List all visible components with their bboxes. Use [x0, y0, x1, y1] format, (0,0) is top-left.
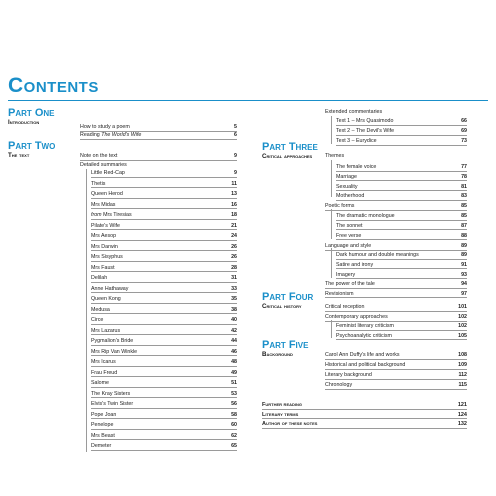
toc-entry[interactable]: Thetis 11 [91, 180, 237, 187]
part-four-title: Part Four [262, 291, 314, 303]
toc-entry[interactable]: Free verse 88 [336, 232, 467, 239]
indent-guide [331, 209, 332, 239]
toc-entry[interactable]: Mrs Icarus 48 [91, 359, 237, 365]
toc-entry[interactable]: Circe 40 [91, 317, 237, 323]
toc-entry[interactable]: Salome 51 [91, 380, 237, 386]
toc-entry[interactable]: Poetic forms 85 [325, 203, 467, 209]
indent-guide [331, 116, 332, 144]
toc-entry[interactable]: from Mrs Tiresias 18 [91, 212, 237, 218]
toc-entry[interactable]: Imagery 93 [336, 271, 467, 278]
toc-entry[interactable]: Pope Joan 58 [91, 411, 237, 418]
toc-entry[interactable]: The sonnet 87 [336, 222, 467, 229]
toc-entry[interactable]: Mrs Rip Van Winkle 46 [91, 348, 237, 355]
indent-guide [331, 248, 332, 278]
part-three-heading [262, 141, 318, 160]
toc-entry[interactable]: Author of these notes 132 [262, 421, 467, 428]
toc-entry[interactable]: Queen Herod 13 [91, 191, 237, 197]
toc-entry[interactable]: Mrs Faust 28 [91, 264, 237, 271]
toc-group-label: Detailed summaries [80, 162, 127, 168]
toc-entry[interactable]: Elvis's Twin Sister 56 [91, 401, 237, 407]
toc-entry[interactable]: Dark humour and double meanings 89 [336, 252, 467, 258]
part-five-title: Part Five [262, 339, 309, 351]
part-one-title: Part One [8, 107, 55, 119]
indent-guide [331, 320, 332, 338]
indent-guide [86, 169, 87, 452]
toc-entry[interactable]: Marriage 78 [336, 173, 467, 180]
toc-entry[interactable]: Text 2 – The Devil's Wife 69 [336, 128, 467, 134]
toc-entry[interactable]: Pilate's Wife 21 [91, 222, 237, 229]
toc-entry[interactable]: Mrs Aesop 24 [91, 233, 237, 239]
toc-entry[interactable]: Mrs Lazarus 42 [91, 327, 237, 334]
toc-entry[interactable]: The female voice 77 [336, 164, 467, 170]
part-two-heading [8, 140, 55, 159]
toc-entry[interactable]: Chronology 115 [325, 382, 467, 388]
toc-entry[interactable]: Note on the text 9 [80, 153, 237, 159]
toc-group-label: Themes [325, 153, 345, 159]
toc-entry[interactable]: Carol Ann Duffy's life and works 108 [325, 352, 467, 358]
toc-entry[interactable]: Mrs Beast 62 [91, 432, 237, 439]
toc-entry[interactable]: Reading The World's Wife 6 [80, 132, 237, 138]
toc-entry[interactable]: Critical reception 101 [325, 304, 467, 310]
part-three-title: Part Three [262, 141, 318, 153]
title-rule [8, 100, 488, 101]
toc-entry[interactable]: Literary background 112 [325, 372, 467, 378]
toc-entry[interactable]: Feminist literary criticism 102 [336, 323, 467, 329]
part-five-heading [262, 339, 308, 358]
toc-entry[interactable]: Revisionism 97 [325, 290, 467, 297]
toc-entry[interactable]: Contemporary approaches 102 [325, 314, 467, 320]
toc-entry[interactable]: How to study a poem 5 [80, 124, 237, 130]
toc-entry[interactable]: Little Red-Cap 9 [91, 170, 237, 176]
toc-entry[interactable]: The Kray Sisters 53 [91, 390, 237, 397]
part-one-subtitle: Introduction [8, 119, 40, 126]
toc-entry[interactable]: Historical and political background 109 [325, 362, 467, 368]
toc-group-label: Extended commentaries [325, 109, 383, 115]
toc-entry[interactable]: Anne Hathaway 33 [91, 285, 237, 292]
toc-entry[interactable]: The dramatic monologue 85 [336, 213, 467, 219]
part-four-heading [262, 291, 313, 310]
toc-entry[interactable]: Medusa 38 [91, 306, 237, 313]
toc-entry[interactable]: Language and style 89 [325, 243, 467, 249]
toc-entry[interactable]: Mrs Sisyphus 26 [91, 254, 237, 260]
toc-entry[interactable]: The power of the tale 94 [325, 281, 467, 287]
toc-entry[interactable]: Penelope 60 [91, 422, 237, 428]
part-five-subtitle: Background [262, 351, 293, 358]
toc-entry[interactable]: Literary terms 124 [262, 411, 467, 418]
toc-entry[interactable]: Motherhood 83 [336, 193, 467, 200]
toc-entry[interactable]: Queen Kong 35 [91, 296, 237, 302]
part-two-subtitle: The text [8, 152, 30, 159]
toc-entry[interactable]: Delilah 31 [91, 275, 237, 281]
toc-entry[interactable]: Text 3 – Eurydice 73 [336, 138, 467, 144]
page-title: Contents [8, 74, 99, 97]
toc-entry[interactable]: Further reading 121 [262, 402, 467, 408]
toc-entry[interactable]: Sexuality 81 [336, 183, 467, 190]
indent-guide [331, 160, 332, 197]
part-four-subtitle: Critical history [262, 303, 302, 310]
toc-entry[interactable]: Mrs Midas 16 [91, 201, 237, 208]
toc-entry[interactable]: Pygmalion's Bride 44 [91, 338, 237, 344]
toc-entry[interactable]: Mrs Darwin 26 [91, 243, 237, 250]
part-three-subtitle: Critical approaches [262, 153, 313, 160]
toc-entry[interactable]: Demeter 65 [91, 443, 237, 449]
toc-entry[interactable]: Text 1 – Mrs Quasimodo 66 [336, 118, 467, 124]
toc-entry[interactable]: Frau Freud 49 [91, 369, 237, 376]
part-one-heading [8, 107, 55, 126]
toc-entry[interactable]: Satire and irony 91 [336, 261, 467, 268]
toc-entry[interactable]: Psychoanalytic criticism 105 [336, 332, 467, 339]
part-two-title: Part Two [8, 140, 56, 152]
